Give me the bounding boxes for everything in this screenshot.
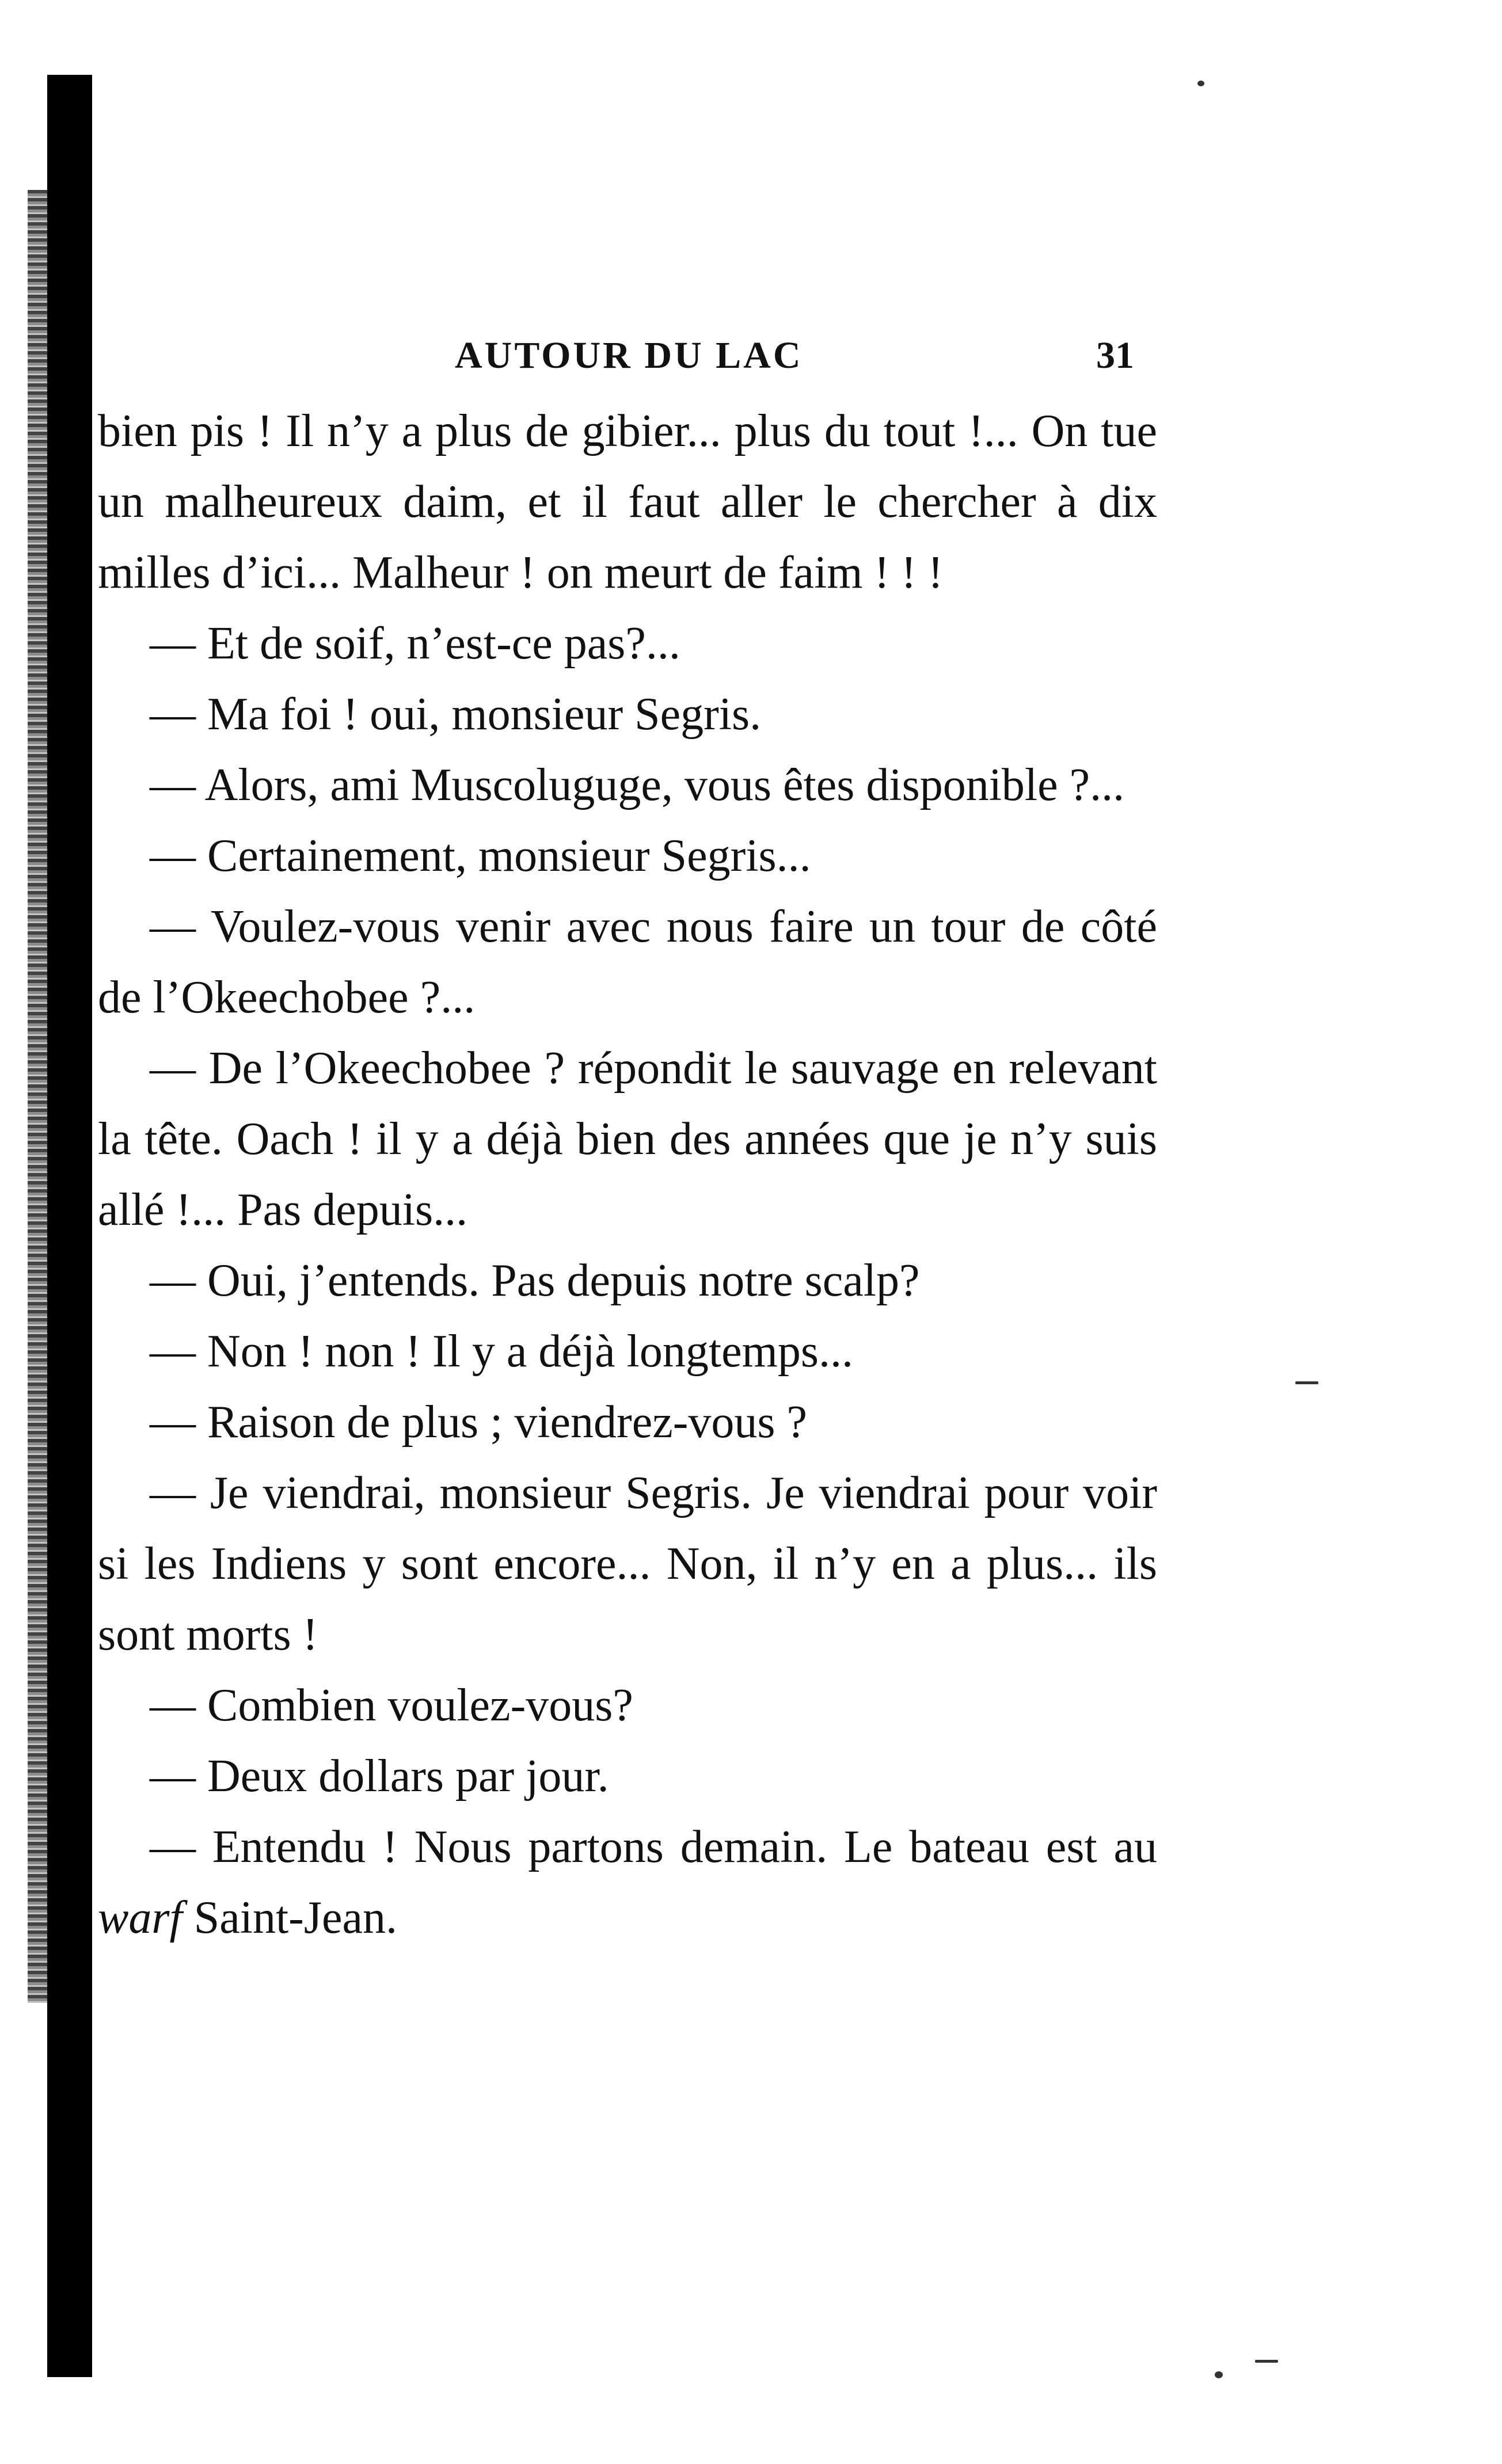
scan-speck — [1295, 1381, 1318, 1384]
paragraph: — Je viendrai, monsieur Segris. Je viendrai pour voir si les Indiens y sont encore... Non, il n’y en a plus... ils sont morts ! — [98, 1468, 1157, 1660]
paragraph: — Voulez-vous venir avec nous faire un tour de côté de l’Okeechobee ?... — [98, 901, 1157, 1023]
body-text — [98, 396, 1157, 1953]
italic-word: warf — [98, 1892, 182, 1943]
paragraph: — Deux dollars par jour. — [150, 1751, 609, 1802]
scan-speck — [1215, 2371, 1223, 2378]
paragraph: — De l’Okeechobee ? répondit le sauvage en relevant la tête. Oach ! il y a déjà bien des années que je n’y suis allé !... Pas depuis... — [98, 1043, 1157, 1235]
page-binding-edge — [47, 75, 92, 2377]
paragraph: — Ma foi ! oui, monsieur Segris. — [150, 689, 762, 740]
paragraph: — Et de soif, n’est-ce pas?... — [150, 618, 680, 669]
page-number: 31 — [1096, 334, 1134, 376]
paragraph: — Certainement, monsieur Segris... — [150, 831, 811, 881]
scan-speck — [1197, 81, 1204, 86]
paragraph: — Combien voulez-vous? — [150, 1680, 633, 1731]
paragraph-last — [98, 1812, 1157, 1953]
paragraph: — Alors, ami Muscoluguge, vous êtes disponible ?... — [150, 760, 1125, 810]
scan-speck — [1255, 2360, 1278, 2363]
paragraph: — Oui, j’entends. Pas depuis notre scalp? — [150, 1255, 920, 1306]
paragraph: — Raison de plus ; viendrez-vous ? — [150, 1397, 807, 1448]
paragraph: — Non ! non ! Il y a déjà longtemps... — [150, 1326, 853, 1377]
running-title: AUTOUR DU LAC — [455, 334, 803, 376]
running-header — [98, 334, 1146, 386]
paragraph: bien pis ! Il n’y a plus de gibier... plus du tout !... On tue un malheureux daim, et il faut aller le chercher à dix milles d’ici... Malheur ! on meurt de faim ! ! ! — [98, 406, 1157, 598]
book-page — [98, 334, 1157, 1953]
paragraph-text: — Entendu ! Nous partons demain. Le bateau est au — [150, 1822, 1157, 1872]
paragraph-text: Saint-Jean. — [182, 1892, 397, 1943]
